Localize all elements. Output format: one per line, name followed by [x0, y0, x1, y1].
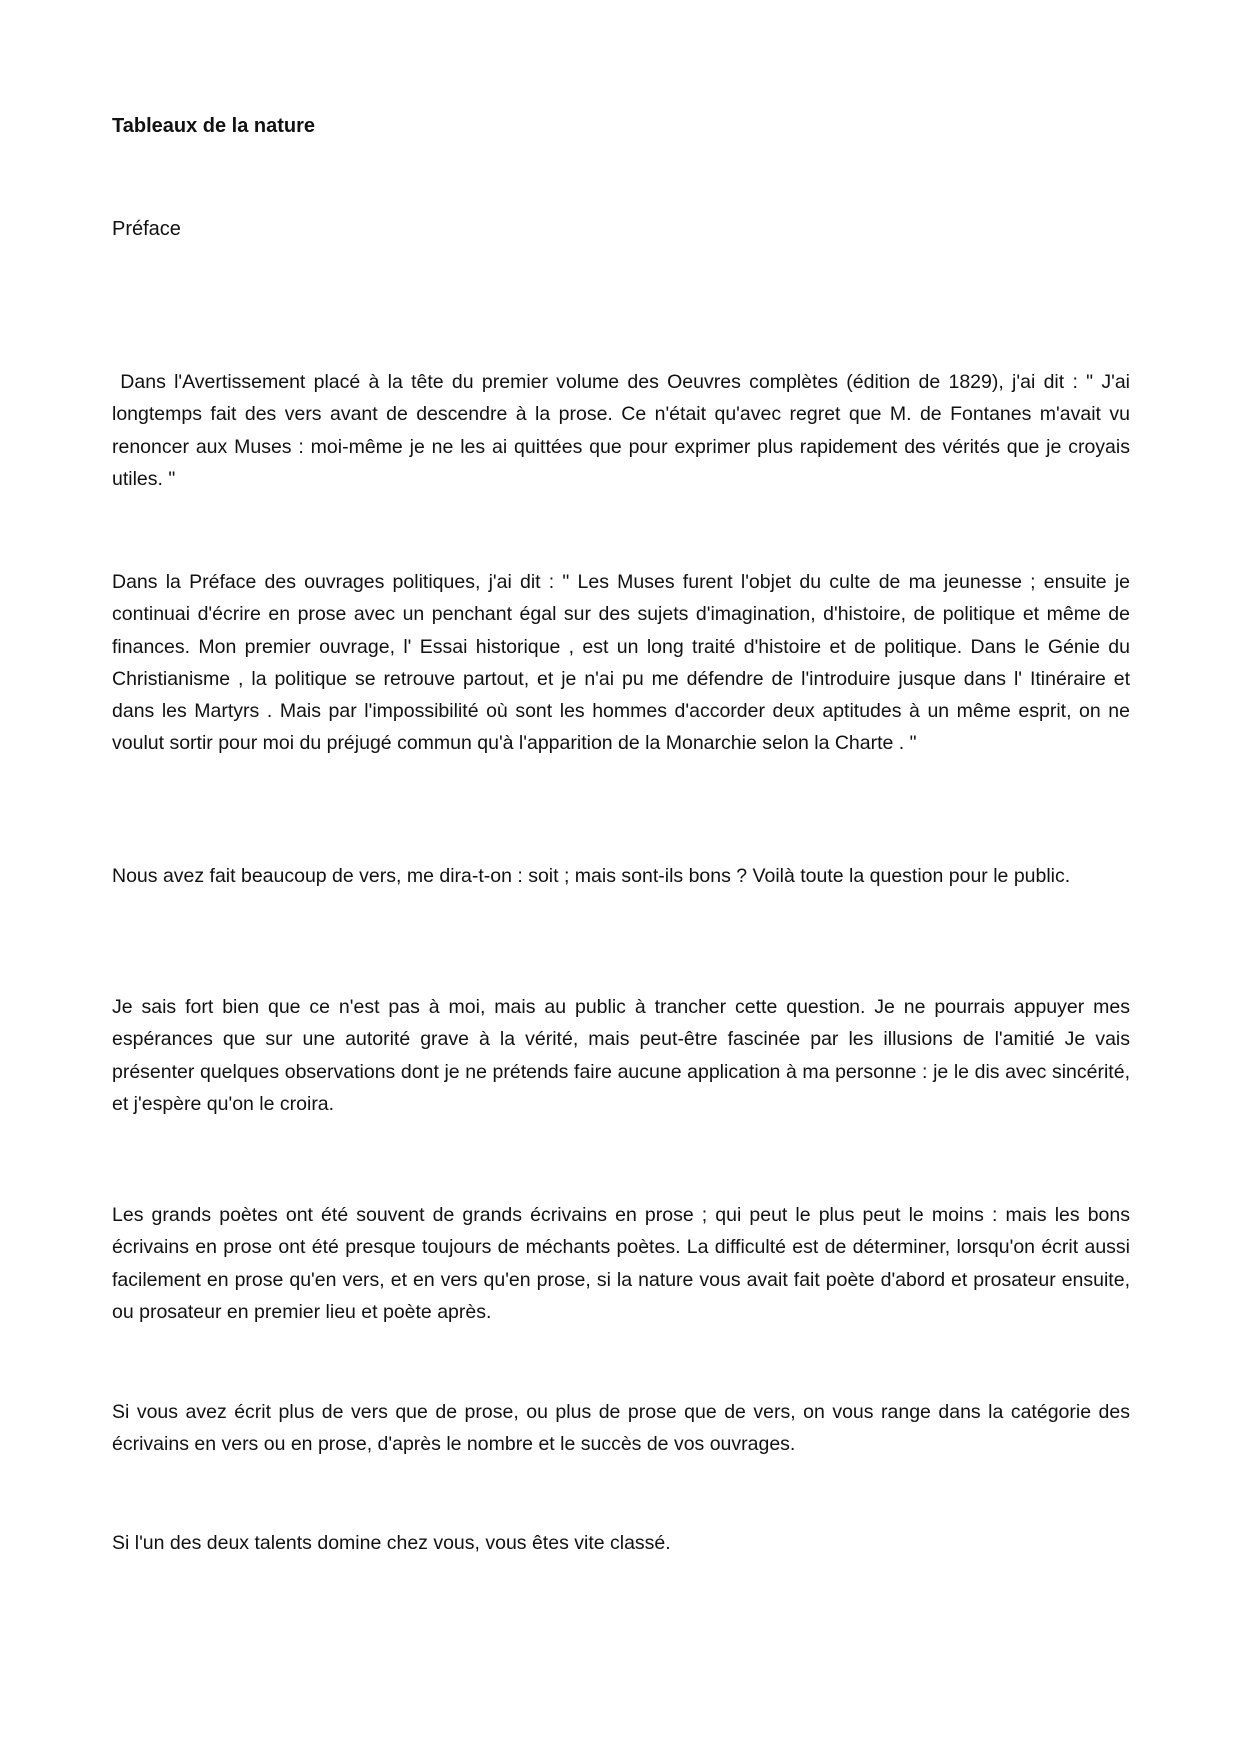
paragraph-5: Les grands poètes ont été souvent de grands écrivains en prose ; qui peut le plus peut le moins : mais les bons écrivains en prose ont été presque toujours de méchants poètes. La difficulté est de déterminer, lorsqu'on écrit aussi facilement en prose qu'en vers, et en vers qu'en prose, si la nature vous avait fait poète d'abord et prosateur ensuite, ou prosateur en premier lieu et poète après. [112, 1204, 1130, 1323]
paragraph-2: Dans la Préface des ouvrages politiques, j'ai dit : " Les Muses furent l'objet du culte de ma jeunesse ; ensuite je continuai d'écrire en prose avec un penchant égal sur des sujets d'imagination, d'histoire, de politique et même de finances. Mon premier ouvrage, l' Essai historique , est un long traité d'histoire et de politique. Dans le Génie du Christianisme , la politique se retrouve partout, et je n'ai pu me défendre de l'introduire jusque dans l' Itinéraire et dans les Martyrs . Mais par l'impossibilité où sont les hommes d'accorder deux aptitudes à un même esprit, on ne voulut sortir pour moi du préjugé commun qu'à l'apparition de la Monarchie selon la Charte . " [112, 571, 1130, 755]
paragraph-7: Si l'un des deux talents domine chez vous, vous êtes vite classé. [112, 1532, 671, 1554]
paragraph-4: Je sais fort bien que ce n'est pas à moi, mais au public à trancher cette question. Je ne pourrais appuyer mes espérances que sur une autorité grave à la vérité, mais peut-être fascinée par les illusions de l'amitié Je vais présenter quelques observations dont je ne prétends faire aucune application à ma personne : je le dis avec sincérité, et j'espère qu'on le croira. [112, 996, 1130, 1115]
paragraph-3: Nous avez fait beaucoup de vers, me dira-t-on : soit ; mais sont-ils bons ? Voilà toute la question pour le public. [112, 865, 1071, 887]
document-title: Tableaux de la nature [112, 115, 316, 137]
paragraph-6: Si vous avez écrit plus de vers que de prose, ou plus de prose que de vers, on vous range dans la catégorie des écrivains en vers ou en prose, d'après le nombre et le succès de vos ouvrages. [112, 1401, 1130, 1456]
section-heading-preface: Préface [112, 218, 181, 240]
paragraph-1: Dans l'Avertissement placé à la tête du premier volume des Oeuvres complètes (édition de 1829), j'ai dit : " J'ai longtemps fait des vers avant de descendre à la prose. Ce n'était qu'avec regret que M. de Fontanes m'avait vu renoncer aux Muses : moi-même je ne les ai quittées que pour exprimer plus rapidement des vérités que je croyais utiles. " [112, 371, 1136, 490]
